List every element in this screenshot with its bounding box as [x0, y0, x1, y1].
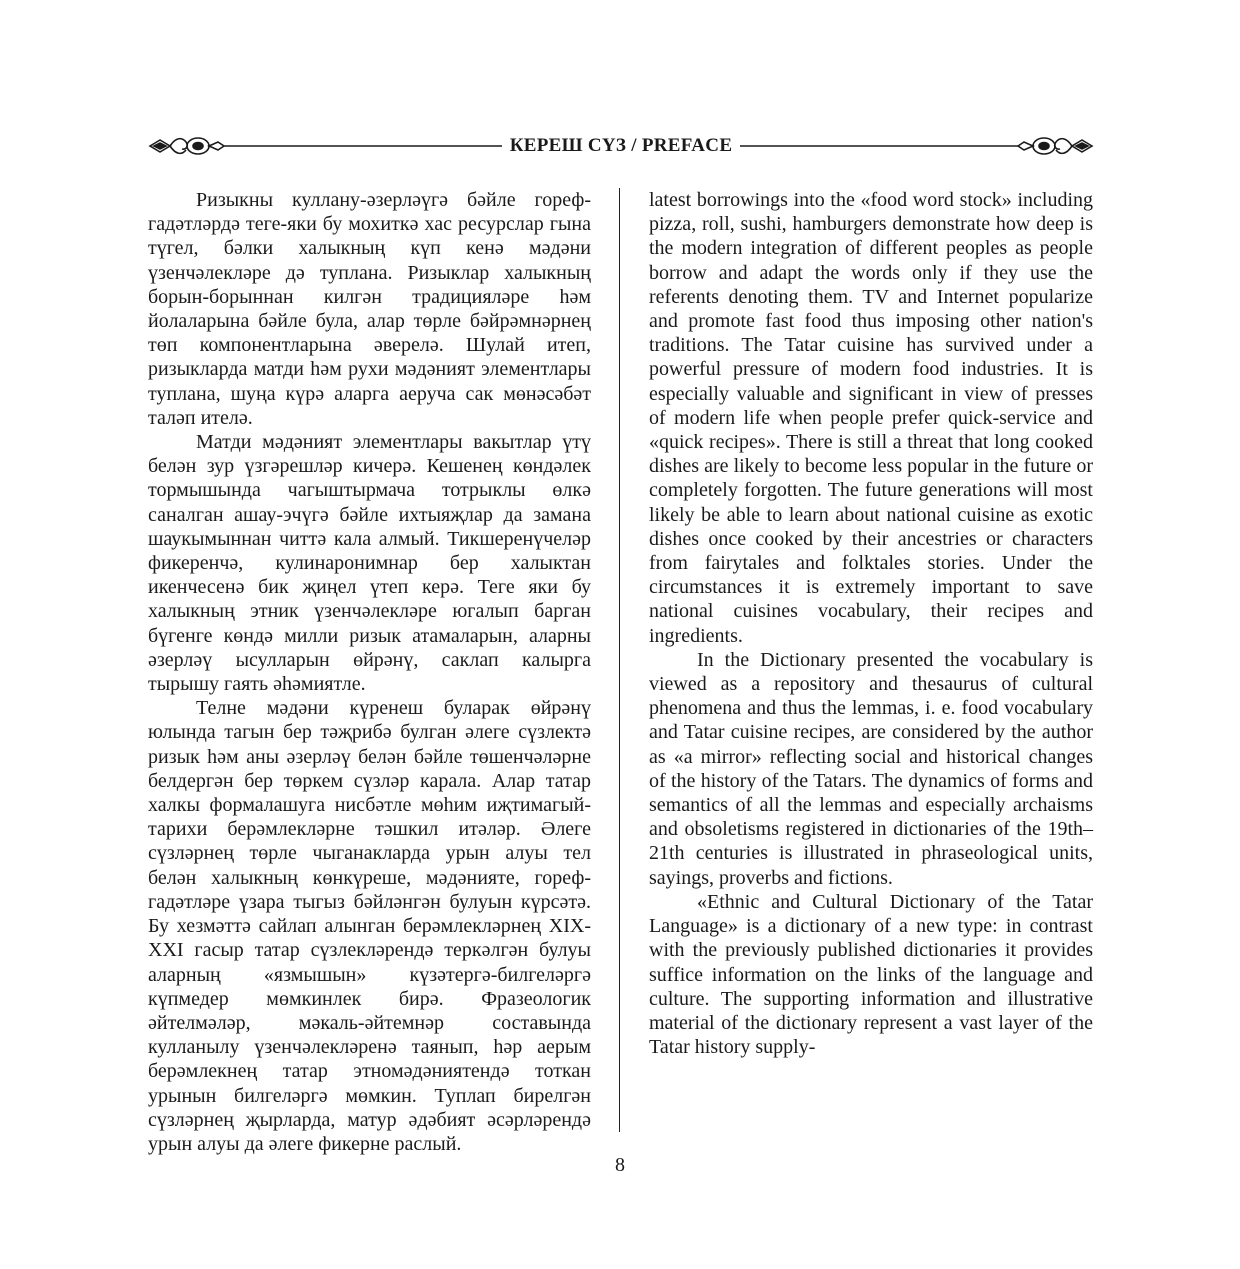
right-paragraph-3: «Ethnic and Cultural Dictionary of the Tatar Language» is a dictionary of a new type: in contrast with the previously published dictionaries it provides suffice information on the links of the language and culture. The supporting information and illustrative material of the dictionary represent a vast layer of the Tatar history supply- [649, 890, 1093, 1059]
running-header [148, 128, 1094, 164]
left-paragraph-1: Ризыкны куллану-әзерләүгә бәйле гореф-гадәтләрдә теге-яки бу мохиткә хас ресурслар гына түгел, бәлки халыкның күп кенә мәдәни үзенчәлекләре дә туплана. Ризыклар халыкның борын-борыннан килгән традицияләре һәм йолаларына бәйле була, алар төрле бәйрәмнәрнең төп компонентларына әверелә. Шулай итеп, ризыкларда матди һәм рухи мәдәният элементлары туплана, шуңа күрә аларга аеруча сак мөнәсәбәт таләп ителә. [148, 189, 591, 429]
right-paragraph-1: latest borrowings into the «food word stock» including pizza, roll, sushi, hamburgers demonstrate how deep is the modern integration of different peoples as people borrow and adapt the words only if they use the referents denoting them. TV and Internet popularize and promote fast food thus imposing other nation's traditions. The Tatar cuisine has survived under a powerful pressure of modern food industries. It is especially valuable and significant in view of presses of modern life when people prefer quick-service and «quick recipes». There is still a threat that long cooked dishes are likely to become less popular in the future or completely forgotten. The future generations will most likely be able to learn about national cuisine as exotic dishes once cooked by their ancestries or characters from fairytales and folktales stories. Under the circumstances it is extremely important to save national cuisines vocabulary, their recipes and ingredients. [649, 189, 1093, 647]
left-paragraph-2: Матди мәдәният элементлары вакытлар үтү белән зур үзгәрешләр кичерә. Кешенең көндәлек тормышында чагыштырмача тотрыклы өлкә саналган ашау-эчүгә бәйле ихтыяҗлар да замана шаукымыннан читтә кала алмый. Тикшеренүчеләр фикеренчә, кулинаронимнар бер халыктан икенчесенә бик җиңел үтеп керә. Теге яки бу халыкның этник үзенчәлекләре югалып барган бүгенге көндә милли ризык атамаларын, аларны әзерләү ысулларын өйрәнү, саклап калырга тырышу гаять әһәмиятле. [148, 431, 591, 696]
left-paragraph-3: Телне мәдәни күренеш буларак өйрәнү юлында тагын бер тәҗрибә булган әлеге сүзлектә ризык һәм аны әзерләү белән бәйле төшенчәләрне белдергән бер төркем сүзләр карала. Алар татар халкы формалашуга нисбәтле мөһим иҗтимагый-тарихи берәмлекләрне тәшкил итәләр. Әлеге сүзләрнең төрле чыганакларда урын алуы тел белән халыкның көнкүреше, мәдәнияте, гореф-гадәтләре үзара тыгыз бәйләнгән булуын күрсәтә. Бу хезмәттә сайлап алынган берәмлекләрнең XIX-XXI гасыр татар сүзлекләрендә теркәлгән булуы аларның «язмышын» күзәтергә-билгеләргә күпмедер мөмкинлек бирә. Фразеологик әйтелмәләр, мәкаль-әйтемнәр составында кулланылу үзенчәлекләренә таянып, һәр аерым берәмлекнең татар этномәдәниятендә тоткан урынын билгеләргә мөмкин. Туплап бирелгән сүзләрнең җырларда, матур әдәбият әсәрләрендә урын алуы да әлеге фикерне раслый. [148, 697, 591, 1155]
page-number: 8 [615, 1154, 625, 1176]
header-title: КЕРЕШ СҮЗ / PREFACE [502, 135, 741, 156]
left-column [148, 188, 591, 1156]
right-paragraph-2: In the Dictionary presented the vocabulary is viewed as a repository and thesaurus of cultural phenomena and thus the lemmas, i. e. food vocabulary and Tatar cuisine recipes, are considered by the author as «a mirror» reflecting social and historical changes of the history of the Tatars. The dynamics of forms and semantics of all the lemmas and especially archaisms and obsoletisms registered in dictionaries of the 19th–21th centuries is illustrated in phraseological units, sayings, proverbs and fictions. [649, 648, 1093, 889]
right-column [649, 188, 1093, 1059]
column-divider [619, 188, 620, 1132]
